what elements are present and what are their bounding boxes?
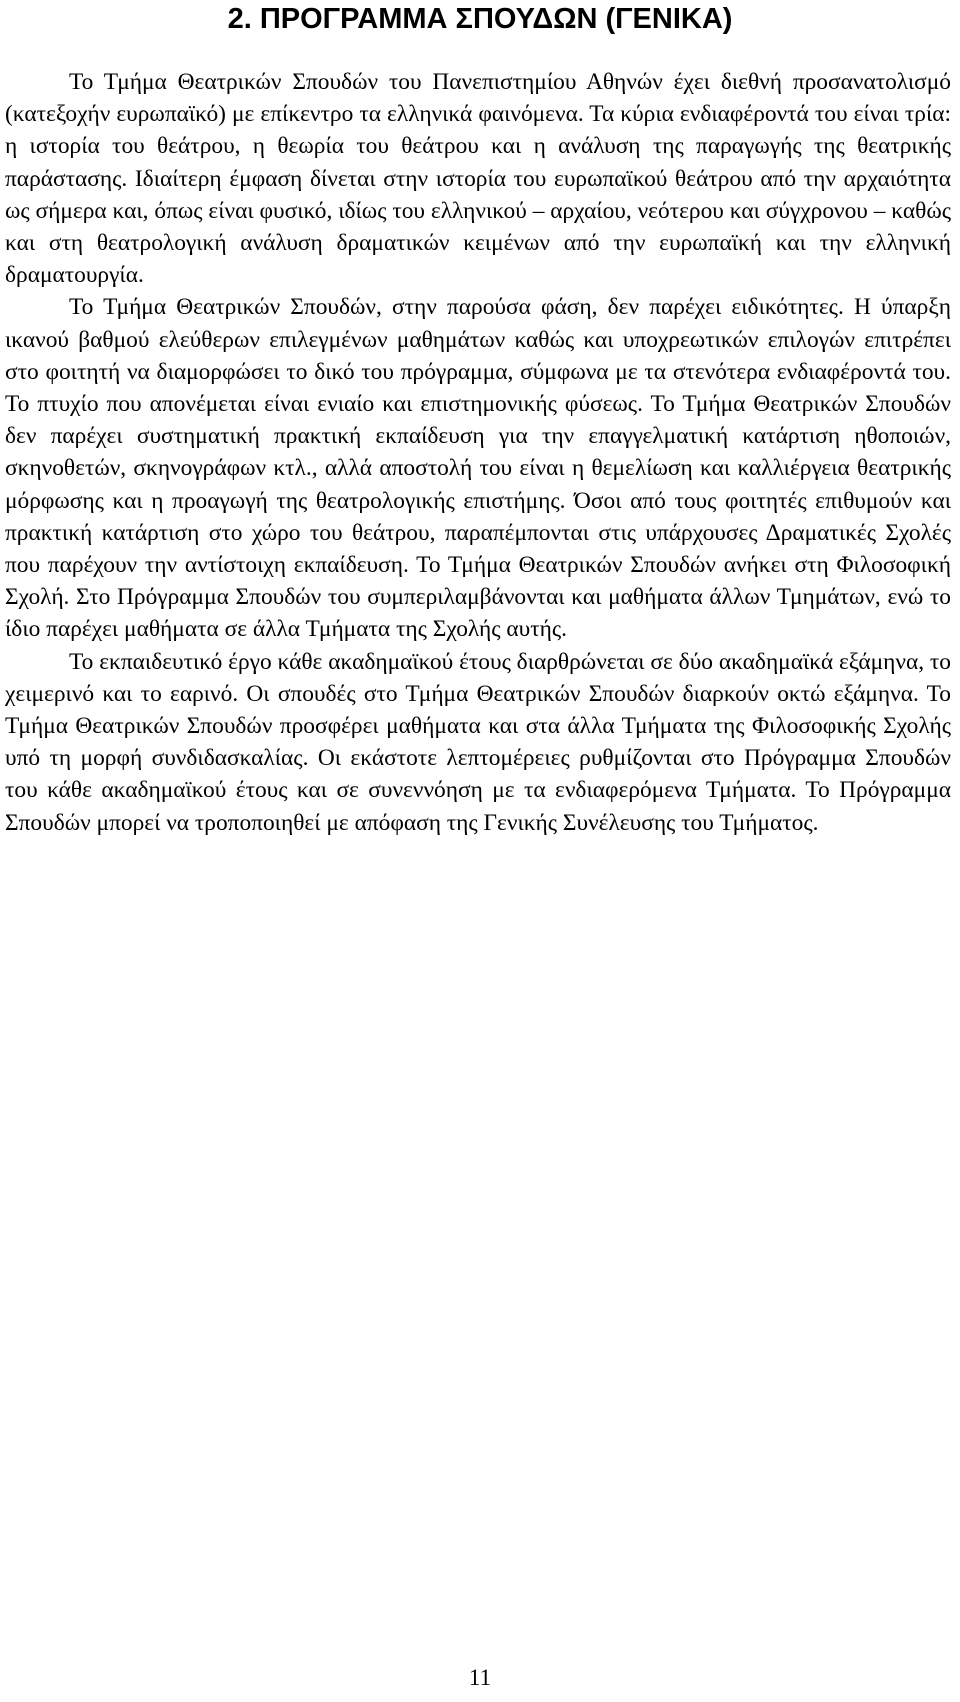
document-page — [5, 0, 955, 1702]
paragraph-specializations: Το Τμήμα Θεατρικών Σπουδών, στην παρούσα φάση, δεν παρέχει ειδικότητες. Η ύπαρξη ικανού βαθμού ελεύθερων επιλεγμένων μαθημάτων καθώς και υποχρεωτικών επιλογών επιτρέπει στο φοιτητή να διαμορφώσει το δικό του πρόγραμμα, σύμφωνα με τα στενότερα ενδιαφέροντά του. Το πτυχίο που απονέμεται είναι ενιαίο και επιστημονικής φύσεως. Το Τμήμα Θεατρικών Σπουδών δεν παρέχει συστηματική πρακτική εκπαίδευση για την επαγγελματική κατάρτιση ηθοποιών, σκηνοθετών, σκηνογράφων κτλ., αλλά αποστολή του είναι η θεμελίωση και καλλιέργεια θεατρικής μόρφωσης και η προαγωγή της θεατρολογικής επιστήμης. Όσοι από τους φοιτητές επιθυμούν και πρακτική κατάρτιση στο χώρο του θεάτρου, παραπέμπονται στις υπάρχουσες Δραματικές Σχολές που παρέχουν την αντίστοιχη εκπαίδευση. Το Τμήμα Θεατρικών Σπουδών ανήκει στη Φιλοσοφική Σχολή. Στο Πρόγραμμα Σπουδών του συμπεριλαμβάνονται και μαθήματα άλλων Τμημάτων, ενώ το ίδιο παρέχει μαθήματα σε άλλα Τμήματα της Σχολής αυτής. — [5, 294, 951, 643]
page-number: 11 — [468, 1665, 492, 1690]
section-heading: 2. ΠΡΟΓΡΑΜΜΑ ΣΠΟΥΔΩΝ (ΓΕΝΙΚΑ) — [227, 3, 733, 35]
paragraph-semesters: Το εκπαιδευτικό έργο κάθε ακαδημαϊκού έτους διαρθρώνεται σε δύο ακαδημαϊκά εξάμηνα, το χειμερινό και το εαρινό. Οι σπουδές στο Τμήμα Θεατρικών Σπουδών διαρκούν οκτώ εξάμηνα. Το Τμήμα Θεατρικών Σπουδών προσφέρει μαθήματα και στα άλλα Τμήματα της Φιλοσοφικής Σχολής υπό τη μορφή συνδιδασκαλίας. Οι εκάστοτε λεπτομέρειες ρυθμίζονται στο Πρόγραμμα Σπουδών του κάθε ακαδημαϊκού έτους και σε συνεννόηση με τα ενδιαφερόμενα Τμήματα. Το Πρόγραμμα Σπουδών μπορεί να τροποποιηθεί με απόφαση της Γενικής Συνέλευσης του Τμήματος. — [5, 648, 951, 836]
body-text — [5, 66, 951, 839]
paragraph-overview: Το Τμήμα Θεατρικών Σπουδών του Πανεπιστημίου Αθηνών έχει διεθνή προσανατολισμό (κατεξοχήν ευρωπαϊκό) με επίκεντρο τα ελληνικά φαινόμενα. Τα κύρια ενδιαφέροντά του είναι τρία: η ιστορία του θεάτρου, η θεωρία του θεάτρου και η ανάλυση της παραγωγής της θεατρικής παράστασης. Ιδιαίτερη έμφαση δίνεται στην ιστορία του ευρωπαϊκού θεάτρου από την αρχαιότητα ως σήμερα και, όπως είναι φυσικό, ιδίως του ελληνικού – αρχαίου, νεότερου και σύγχρονου – καθώς και στη θεατρολογική ανάλυση δραματικών κειμένων από την ευρωπαϊκή και την ελληνική δραματουργία. — [5, 69, 951, 289]
